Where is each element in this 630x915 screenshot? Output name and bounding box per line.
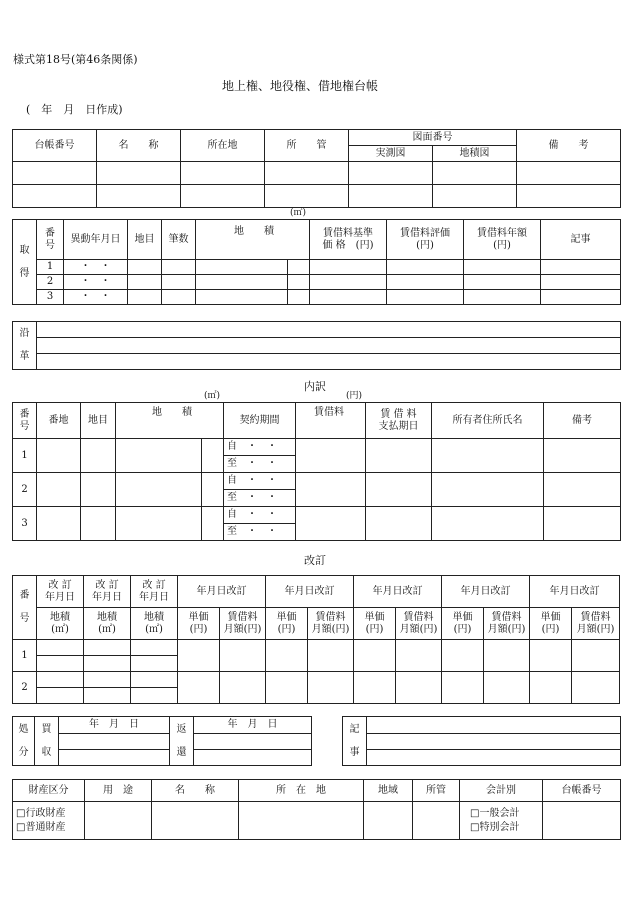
location-header: 所在地 (181, 130, 265, 162)
administrative-property-checkbox[interactable]: □行政財産 (16, 807, 66, 819)
history-line[interactable] (37, 354, 621, 370)
notes-line[interactable] (367, 717, 621, 734)
cell[interactable] (464, 290, 541, 305)
location-header: 所 在 地 (239, 780, 364, 802)
parcel-count-header: 筆数 (162, 220, 196, 260)
cell[interactable] (131, 688, 178, 704)
cell[interactable] (84, 688, 131, 704)
cell[interactable] (202, 507, 224, 541)
use-header: 用 途 (85, 780, 152, 802)
ledger-cell[interactable] (13, 185, 97, 208)
row-number: 1 (13, 439, 37, 473)
ledger-number-header: 台帳番号 (543, 780, 621, 802)
monthly-rent-header: 賃借料 月額(円) (484, 608, 530, 640)
row-number: 1 (37, 260, 64, 275)
period-from[interactable]: 自 ・ ・ (224, 507, 296, 524)
unit-price-header: 単価 (円) (354, 608, 396, 640)
cell[interactable] (464, 275, 541, 290)
number-header: 番 号 (13, 403, 37, 439)
cell[interactable] (81, 507, 116, 541)
ledger-cell[interactable] (265, 162, 349, 185)
cell[interactable] (202, 473, 224, 507)
cell[interactable] (387, 290, 464, 305)
row-number: 2 (37, 275, 64, 290)
unit-price-header: 単価 (円) (442, 608, 484, 640)
cell[interactable] (442, 640, 484, 672)
cell[interactable] (37, 656, 84, 672)
ledger-cell[interactable] (181, 185, 265, 208)
cell[interactable] (366, 507, 432, 541)
unit-price-header: 単価 (円) (530, 608, 572, 640)
ledger-header-table (12, 129, 621, 208)
ledger-cell[interactable] (97, 185, 181, 208)
cell[interactable] (296, 439, 366, 473)
cell[interactable] (541, 275, 621, 290)
cell[interactable] (84, 640, 131, 656)
notes-label: 記 事 (343, 717, 367, 766)
cell[interactable] (162, 275, 196, 290)
cell[interactable] (544, 507, 621, 541)
ledger-cell[interactable] (517, 185, 621, 208)
cell[interactable] (85, 802, 152, 840)
page-title: 地上権、地役権、借地権台帳 (222, 79, 379, 93)
date-dots[interactable]: ・ ・ (64, 260, 128, 275)
revision-date-header: 改 訂 年月日 (84, 576, 131, 608)
history-line[interactable] (37, 322, 621, 338)
cell[interactable] (196, 260, 288, 275)
unit-price-header: 単価 (円) (266, 608, 308, 640)
cell[interactable] (128, 290, 162, 305)
cell[interactable] (572, 640, 620, 672)
cell[interactable] (432, 507, 544, 541)
date-dots[interactable]: ・ ・ (64, 290, 128, 305)
contract-period-header: 契約期間 (224, 403, 296, 439)
rent-valuation-header: 賃借料評価 (円) (387, 220, 464, 260)
purchase-label: 買 収 (35, 717, 59, 766)
cell[interactable] (196, 275, 288, 290)
cell[interactable] (310, 290, 387, 305)
monthly-rent-header: 賃借料 月額(円) (572, 608, 620, 640)
return-label: 返 還 (170, 717, 194, 766)
cell[interactable] (366, 439, 432, 473)
cell[interactable] (442, 672, 484, 704)
area-header: 地積 (㎡) (84, 608, 131, 640)
cell[interactable] (128, 260, 162, 275)
ledger-cell[interactable] (349, 162, 433, 185)
cell[interactable] (128, 275, 162, 290)
ledger-cell[interactable] (349, 185, 433, 208)
name-header: 名 称 (97, 130, 181, 162)
row-number: 2 (13, 672, 37, 704)
cell[interactable] (152, 802, 239, 840)
name-header: 名 称 (152, 780, 239, 802)
cell[interactable] (37, 507, 81, 541)
cell[interactable] (59, 734, 170, 750)
cell[interactable] (37, 672, 84, 688)
monthly-rent-header: 賃借料 月額(円) (220, 608, 266, 640)
survey-map-header: 実測図 (349, 146, 433, 162)
cell[interactable] (202, 439, 224, 473)
period-to[interactable]: 至 ・ ・ (224, 490, 296, 507)
cell[interactable] (387, 275, 464, 290)
cell[interactable] (116, 439, 202, 473)
breakdown-heading: 内訳 (304, 380, 326, 393)
cell[interactable] (131, 672, 178, 688)
period-to[interactable]: 至 ・ ・ (224, 456, 296, 473)
cell[interactable] (310, 275, 387, 290)
cell[interactable] (432, 473, 544, 507)
acquisition-label: 取 得 (13, 220, 37, 305)
cell[interactable] (37, 473, 81, 507)
breakdown-table (12, 390, 621, 541)
cell[interactable] (116, 473, 202, 507)
history-line[interactable] (37, 338, 621, 354)
ledger-cell[interactable] (433, 162, 517, 185)
area-unit: (㎡) (289, 207, 306, 218)
area-header: 地積 (㎡) (131, 608, 178, 640)
ledger-cell[interactable] (181, 162, 265, 185)
remarks-header: 備 考 (517, 130, 621, 162)
cell[interactable] (162, 260, 196, 275)
payment-date-header: 賃 借 料 支払期日 (366, 403, 432, 439)
cell[interactable] (484, 672, 530, 704)
form-number: 様式第18号(第46条関係) (13, 53, 138, 66)
notes-line[interactable] (367, 734, 621, 750)
cell[interactable] (387, 260, 464, 275)
cell[interactable] (396, 672, 442, 704)
cell[interactable] (541, 260, 621, 275)
ymd-revision-header: 年月日改訂 (266, 576, 354, 608)
row-number: 2 (13, 473, 37, 507)
return-date[interactable]: 年 月 日 (194, 717, 312, 734)
cell[interactable] (59, 750, 170, 766)
cell[interactable] (464, 260, 541, 275)
ymd-revision-header: 年月日改訂 (354, 576, 442, 608)
annual-rent-header: 賃借料年額 (円) (464, 220, 541, 260)
ledger-cell[interactable] (517, 162, 621, 185)
cell[interactable] (84, 672, 131, 688)
cell[interactable] (530, 640, 572, 672)
ymd-revision-header: 年月日改訂 (530, 576, 620, 608)
cell[interactable] (308, 672, 354, 704)
cell[interactable] (366, 473, 432, 507)
history-label: 沿 革 (13, 322, 37, 370)
cell[interactable] (288, 260, 310, 275)
rent-base-price-header: 賃借料基準 価 格 (円) (310, 220, 387, 260)
property-table (12, 779, 621, 840)
notes-line[interactable] (367, 750, 621, 766)
ledger-cell[interactable] (265, 185, 349, 208)
cell[interactable] (266, 640, 308, 672)
acquisition-table (12, 207, 621, 305)
area-header: 地積 (㎡) (37, 608, 84, 640)
cell[interactable] (220, 672, 266, 704)
rent-header: 賃借料 (314, 407, 344, 418)
owner-header: 所有者住所氏名 (432, 403, 544, 439)
period-from[interactable]: 自 ・ ・ (224, 473, 296, 490)
ymd-revision-header: 年月日改訂 (442, 576, 530, 608)
notes-table (342, 716, 621, 766)
area-unit: (㎡) (203, 390, 220, 401)
cell[interactable] (196, 290, 288, 305)
cell[interactable] (178, 672, 220, 704)
disposition-table (12, 716, 312, 766)
row-number: 1 (13, 640, 37, 672)
cell[interactable] (544, 439, 621, 473)
area-map-header: 地積図 (433, 146, 517, 162)
cell[interactable] (572, 672, 620, 704)
jurisdiction-header: 所管 (413, 780, 460, 802)
unit-price-header: 単価 (円) (178, 608, 220, 640)
date-dots[interactable]: ・ ・ (64, 275, 128, 290)
cell[interactable] (81, 439, 116, 473)
cell[interactable] (131, 656, 178, 672)
land-category-header: 地目 (81, 403, 116, 439)
cell[interactable] (308, 640, 354, 672)
history-table (12, 321, 621, 370)
cell[interactable] (543, 802, 621, 840)
region-header: 地域 (364, 780, 413, 802)
monthly-rent-header: 賃借料 月額(円) (396, 608, 442, 640)
area-header: 地 積 (152, 407, 192, 418)
cell[interactable] (81, 473, 116, 507)
cell[interactable] (194, 750, 312, 766)
revision-date-header: 改 訂 年月日 (131, 576, 178, 608)
cell[interactable] (288, 275, 310, 290)
yen-unit: (円) (345, 390, 362, 401)
cell[interactable] (413, 802, 460, 840)
cell[interactable] (530, 672, 572, 704)
change-date-header: 異動年月日 (64, 220, 128, 260)
cell[interactable] (484, 640, 530, 672)
notes-header: 記事 (541, 220, 621, 260)
land-category-header: 地目 (128, 220, 162, 260)
ledger-cell[interactable] (97, 162, 181, 185)
cell[interactable] (296, 473, 366, 507)
cell[interactable] (364, 802, 413, 840)
cell[interactable] (116, 507, 202, 541)
cell[interactable] (84, 656, 131, 672)
remarks-header: 備考 (544, 403, 621, 439)
purchase-date[interactable]: 年 月 日 (59, 717, 170, 734)
ymd-revision-header: 年月日改訂 (178, 576, 266, 608)
cell[interactable] (266, 672, 308, 704)
area-header: 地 積 (234, 226, 274, 237)
revision-table (12, 575, 620, 704)
cell[interactable] (432, 439, 544, 473)
jurisdiction-header: 所 管 (265, 130, 349, 162)
created-date-line: ( 年 月 日作成) (26, 103, 123, 116)
row-number: 3 (13, 507, 37, 541)
special-account-checkbox[interactable]: □特別会計 (470, 822, 520, 833)
general-account-checkbox[interactable]: □一般会計 (470, 807, 520, 819)
cell[interactable] (220, 640, 266, 672)
cell[interactable] (310, 260, 387, 275)
cell[interactable] (354, 640, 396, 672)
general-property-checkbox[interactable]: □普通財産 (16, 822, 66, 833)
revision-heading: 改訂 (304, 554, 326, 567)
cell[interactable] (288, 290, 310, 305)
cell[interactable] (37, 439, 81, 473)
number-header: 番 号 (37, 220, 64, 260)
number-header: 番 号 (13, 576, 37, 640)
drawing-number-header: 図面番号 (349, 130, 517, 146)
cell[interactable] (37, 640, 84, 656)
monthly-rent-header: 賃借料 月額(円) (308, 608, 354, 640)
cell[interactable] (162, 290, 196, 305)
revision-date-header: 改 訂 年月日 (37, 576, 84, 608)
period-from[interactable]: 自 ・ ・ (224, 439, 296, 456)
cell[interactable] (354, 672, 396, 704)
row-number: 3 (37, 290, 64, 305)
property-class-header: 財産区分 (13, 780, 85, 802)
account-header: 会計別 (460, 780, 543, 802)
cell[interactable] (239, 802, 364, 840)
lot-number-header: 番地 (37, 403, 81, 439)
period-to[interactable]: 至 ・ ・ (224, 524, 296, 541)
cell[interactable] (396, 640, 442, 672)
cell[interactable] (541, 290, 621, 305)
ledger-cell[interactable] (433, 185, 517, 208)
cell[interactable] (37, 688, 84, 704)
cell[interactable] (178, 640, 220, 672)
cell[interactable] (194, 734, 312, 750)
disposition-label: 処 分 (13, 717, 35, 766)
ledger-cell[interactable] (13, 162, 97, 185)
ledger-number-header: 台帳番号 (13, 130, 97, 162)
cell[interactable] (131, 640, 178, 656)
cell[interactable] (544, 473, 621, 507)
cell[interactable] (296, 507, 366, 541)
